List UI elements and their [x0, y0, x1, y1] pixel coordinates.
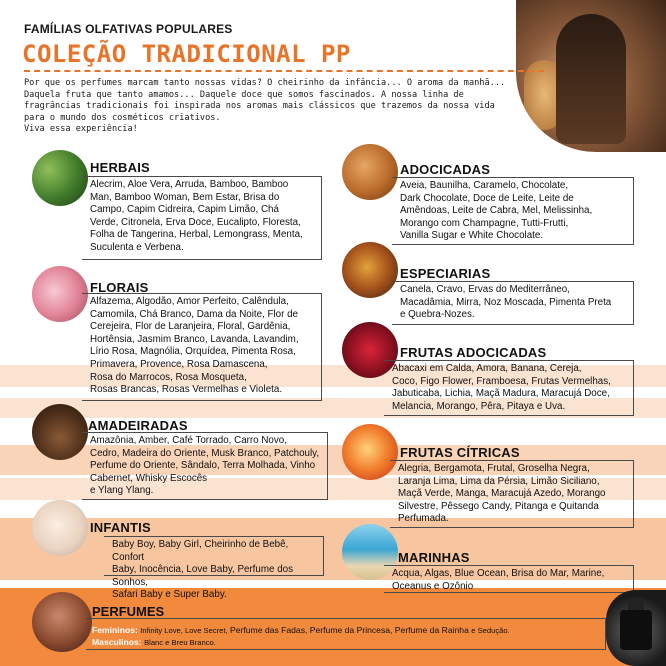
baby-photo: [32, 500, 88, 556]
category-title-frutas-adocicadas: FRUTAS ADOCICADAS: [400, 345, 547, 360]
category-list-frutas-citricas: Alegria, Bergamota, Frutal, Groselha Negra, Laranja Lima, Lima da Pérsia, Limão Siciliano, Maçã Verde, Manga, Maracujá Azedo, Morango Silvestre, Pêssego Candy, Pitanga e Quitanda Perfumada.: [390, 460, 634, 528]
caramel-photo: [342, 144, 398, 200]
category-title-amadeiradas: AMADEIRADAS: [88, 418, 188, 433]
category-list-marinhas: Acqua, Algas, Blue Ocean, Brisa do Mar, Marine, Oceanus e Ozônio: [384, 565, 634, 593]
category-list-herbais: Alecrim, Aloe Vera, Arruda, Bamboo, Bamboo Man, Bamboo Woman, Bem Estar, Brisa do Campo, Capim Cidreira, Capim Limão, Chá Verde, Citronela, Erva Doce, Eucalipto, Floresta, Folha de Tangerina, Herbal, Lemongrass, Menta, Suculenta e Verbena.: [82, 176, 322, 260]
wood-cabin-photo: [32, 404, 88, 460]
perfume-woman-photo: [32, 592, 92, 652]
category-title-frutas-citricas: FRUTAS CÍTRICAS: [400, 445, 520, 460]
herbs-photo: [32, 150, 88, 206]
category-title-especiarias: ESPECIARIAS: [400, 266, 491, 281]
category-list-frutas-adocicadas: Abacaxi em Calda, Amora, Banana, Cereja, Coco, Figo Flower, Framboesa, Frutas Vermelhas, Jabuticaba, Lichia, Maçã Madura, Maracujá Doce, Melancia, Morango, Pêra, Pitaya e Uva.: [384, 360, 634, 416]
femininos-list-b: Perfume das Fadas, Perfume da Princesa, Perfume da Rainha: [230, 625, 469, 635]
category-title-perfumes: PERFUMES: [92, 604, 165, 619]
femininos-list-c: e Sedução.: [471, 626, 510, 635]
roses-photo: [32, 266, 88, 322]
category-title-infantis: INFANTIS: [90, 520, 151, 535]
category-list-infantis: Baby Boy, Baby Girl, Cheirinho de Bebê, Confort Baby, Inocência, Love Baby, Perfume dos Sonhos, Safari Baby e Super Baby.: [104, 536, 324, 576]
femininos-list-a: Infinity Love, Love Secret,: [140, 626, 228, 635]
intro-text: Por que os perfumes marcam tanto nossas vidas? O cheirinho da infância... O aroma da manhã... Daquela fruta que tanto amamos... Daquele doce que somos fascinados. A nossa linha de fragrâncias tradicionais foi inspirada nos aromas mais clássicos que trazemos da nossa vida para o mundo dos cosméticos criativos. Viva essa experiência!: [24, 78, 506, 134]
category-list-florais: Alfazema, Algodão, Amor Perfeito, Calêndula, Camomila, Chá Branco, Dama da Noite, Flor de Cerejeira, Flor de Laranjeira, Floral, Gardênia, Hortênsia, Jasmim Branco, Lavanda, Lavandim, Lírio Rosa, Magnólia, Orquídea, Pimenta Rosa, Primavera, Provence, Rosa Damascena, Rosa do Marrocos, Rosa Mosqueta, Rosas Brancas, Rosas Vermelhas e Violeta.: [82, 293, 322, 401]
title-divider: [24, 70, 544, 72]
bartender-photo: [516, 0, 666, 152]
spices-photo: [342, 242, 398, 298]
eyebrow-label: FAMÍLIAS OLFATIVAS POPULARES: [24, 22, 233, 36]
bottle-icon: [620, 610, 652, 650]
category-title-marinhas: MARINHAS: [398, 550, 470, 565]
perfumes-masculinos: [92, 637, 216, 647]
category-list-amadeiradas: Amazônia, Amber, Café Torrado, Carro Novo, Cedro, Madeira do Oriente, Musk Branco, Patchouly, Perfume do Oriente, Sândalo, Terra Molhada, Vinho Cabernet, Whisky Escocês e Ylang Ylang.: [82, 432, 328, 500]
category-list-especiarias: Canela, Cravo, Ervas do Mediterrâneo, Macadâmia, Mirra, Noz Moscada, Pimenta Preta e Quebra-Nozes.: [392, 281, 634, 325]
category-title-adocicadas: ADOCICADAS: [400, 162, 491, 177]
category-list-adocicadas: Aveia, Baunilha, Caramelo, Chocolate, Dark Chocolate, Doce de Leite, Leite de Amêndoas, Leite de Cabra, Mel, Melissinha, Morango com Champagne, Tutti-Frutti, Vanilla Sugar e White Chocolate.: [392, 177, 634, 245]
perfumes-femininos: [92, 625, 510, 635]
category-title-florais: FLORAIS: [90, 280, 149, 295]
masculinos-list: Blanc e Breu Branco.: [144, 638, 216, 647]
page-title: COLEÇÃO TRADICIONAL PP: [22, 40, 351, 68]
femininos-label: Femininos:: [92, 625, 138, 635]
category-title-herbais: HERBAIS: [90, 160, 150, 175]
masculinos-label: Masculinos:: [92, 637, 142, 647]
